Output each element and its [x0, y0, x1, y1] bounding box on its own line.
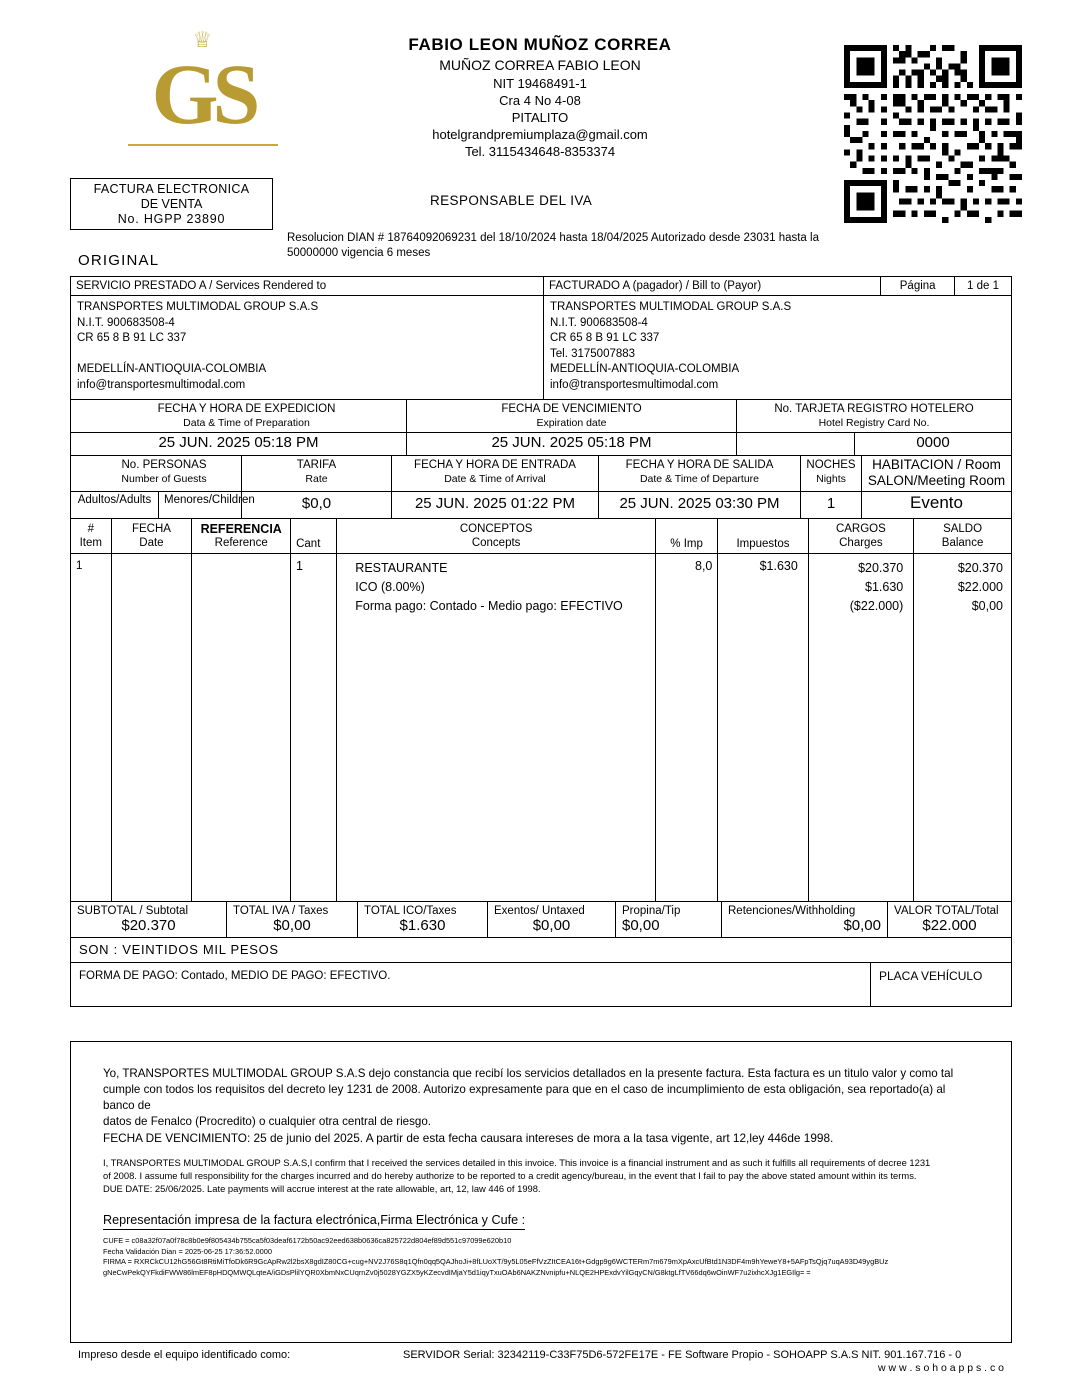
rate-sublabel: Rate	[305, 473, 328, 485]
billed-party-line-5: info@transportesmultimodal.com	[550, 378, 719, 391]
company-name: FABIO LEON MUÑOZ CORREA	[408, 35, 672, 54]
page-value: 1 de 1	[955, 277, 1011, 296]
electronic-representation-title: Representación impresa de la factura electrónica,Firma Electrónica y Cufe :	[103, 1213, 525, 1230]
service-party-line-2: CR 65 8 B 91 LC 337	[77, 332, 187, 344]
page-label: Página	[881, 277, 955, 296]
company-address: Cra 4 No 4-08	[499, 93, 581, 108]
concepts-body	[71, 554, 1011, 902]
row-balance-line-1: $22.000	[957, 580, 1003, 594]
service-party-line-3	[77, 347, 537, 363]
total-ico-cell	[358, 902, 488, 938]
service-party-line-5: info@transportesmultimodal.com	[77, 378, 246, 391]
row-balance-line-0: $20.370	[957, 561, 1003, 575]
legal-en-line-3: DUE DATE: 25/06/2025. Late payments will accrue interest at the rate allowable, art, 12, law 446 of 1998.	[103, 1183, 541, 1194]
row-balance-line-2: $0,00	[971, 599, 1003, 613]
withholding-cell	[722, 902, 888, 938]
nights-sublabel: Nights	[816, 473, 846, 485]
footer-printed-from: Impreso desde el equipo identificado como:	[78, 1349, 291, 1361]
stay-value-row	[71, 492, 1011, 519]
service-party-line-0: TRANSPORTES MULTIMODAL GROUP S.A.S	[77, 301, 319, 313]
nights-value: 1	[801, 492, 862, 519]
room-label: HABITACION / Room	[872, 457, 1001, 472]
company-legal-name: MUÑOZ CORREA FABIO LEON	[439, 57, 641, 73]
hotel-card-sublabel: Hotel Registry Card No.	[818, 417, 930, 429]
hotel-card-value: 0000	[855, 433, 1011, 456]
col-qty-sublabel: Cant	[296, 538, 321, 550]
col-taxes-label: Impuestos	[736, 538, 790, 550]
parties-header-row	[71, 277, 1011, 296]
legal-block	[70, 1041, 1012, 1343]
stay-header-row	[71, 456, 1011, 492]
company-city: PITALITO	[511, 110, 569, 125]
col-qty	[291, 519, 337, 554]
row-item: 1	[71, 554, 112, 902]
withholding-label: Retenciones/Withholding	[728, 905, 856, 917]
col-reference-sublabel: Reference	[214, 537, 268, 549]
subtotal-value: $20.370	[121, 917, 176, 934]
rate-value: $0,0	[242, 492, 392, 519]
dian-resolution-text: Resolucion DIAN # 18764092069231 del 18/10/2024 hasta 18/04/2025 Autorizado desde 23031 hasta la 50000000 vigencia 6 meses	[287, 232, 819, 259]
departure-sublabel: Date & Time of Departure	[639, 473, 760, 485]
service-party-line-4: MEDELLÍN-ANTIOQUIA-COLOMBIA	[77, 363, 267, 375]
guests-header	[87, 456, 242, 492]
logo-divider	[128, 144, 278, 146]
responsable-iva-label: RESPONSABLE DEL IVA	[430, 193, 593, 208]
service-party-block	[71, 296, 544, 400]
concepts-header-row	[71, 519, 1011, 554]
row-charges	[809, 554, 914, 902]
company-email: hotelgrandpremiumplaza@gmail.com	[432, 127, 648, 142]
grand-total-value: $22.000	[922, 917, 977, 934]
amount-in-words: SON : VEINTIDOS MIL PESOS	[71, 938, 1011, 963]
total-iva-cell	[227, 902, 358, 938]
arrival-value: 25 JUN. 2025 01:22 PM	[392, 492, 599, 519]
expiration-date-value: 25 JUN. 2025 05:18 PM	[407, 433, 737, 456]
nights-header	[801, 456, 862, 492]
room-value: Evento	[862, 492, 1011, 519]
service-rendered-header: SERVICIO PRESTADO A / Services Rendered to	[71, 277, 544, 296]
row-charge-line-0: $20.370	[858, 561, 904, 575]
col-date	[112, 519, 193, 554]
col-item	[71, 519, 112, 554]
hotel-card-spacer	[737, 433, 855, 456]
invoice-number: No. HGPP 23890	[117, 212, 226, 226]
signature-line-2: gNeCwPekQYFkdiFWW86lmEF8pHDQMWQLqteA/iGDsPlilYQR0XbmNxCUqrnZv0j5028YGZX5yKZecvdIMjaY5d1iqyTxuOAb6NAKZNvnipfu+NLQE2HPExdvYilGqyCN/G8ktgLfTV66dq6wOinWF7u2ixhcXJg1EGIlg= =	[103, 1267, 811, 1277]
col-date-sublabel: Date	[139, 537, 164, 549]
parties-body-row	[71, 296, 1011, 400]
row-qty: 1	[291, 554, 337, 902]
children-label: Menores/Children	[159, 492, 242, 519]
dates-left-spacer	[71, 400, 87, 433]
cufe-value: CUFE = c08a32f07a0f78c8b0e9f805434b755ca5f03deaf6172b50ac92eed638b0636ca825722d804ef89d551c97099e620b10	[103, 1236, 512, 1245]
billed-party-line-1: N.I.T. 900683508-4	[550, 316, 648, 329]
expedition-date-header	[87, 400, 407, 433]
rate-header	[242, 456, 392, 492]
invoice-type-box	[70, 178, 273, 230]
untaxed-label: Exentos/ Untaxed	[494, 905, 585, 917]
original-label: ORIGINAL	[78, 252, 160, 269]
row-charge-line-1: $1.630	[865, 580, 904, 594]
expiration-date-sublabel: Expiration date	[536, 417, 607, 429]
row-tax-pct: 8,0	[656, 554, 719, 902]
totals-row	[71, 902, 1011, 938]
logo-monogram: GS	[151, 46, 255, 142]
expedition-date-sublabel: Data & Time of Preparation	[183, 417, 310, 429]
legal-es-line-3: datos de Fenalco (Procredito) o cualquier otra central de riesgo.	[103, 1115, 432, 1128]
legal-en-line-2: of 2008. I assume full responsibility for the charges incurred and do hereby authorize to be reported to a credit agency/bureau, in the event that I fail to pay the above stated amount within its terms.	[103, 1170, 917, 1181]
legal-en-line-1: I, TRANSPORTES MULTIMODAL GROUP S.A.S,I confirm that I received the services detailed in this invoice. This invoice is a financial instrument and as such it fulfills all requirements of decree 1231	[103, 1157, 931, 1168]
invoice-type-line1: FACTURA ELECTRONICA	[93, 182, 250, 196]
tip-value: $0,00	[622, 917, 660, 934]
guests-sublabel: Number of Guests	[121, 473, 207, 485]
footer-server-info: SERVIDOR Serial: 32342119-C33F75D6-572FE17E - FE Software Propio - SOHOAPP S.A.S NIT. 901.167.716 - 0	[403, 1349, 962, 1361]
row-reference	[192, 554, 291, 902]
col-concepts-label: CONCEPTOS	[459, 523, 533, 535]
col-tax-pct	[656, 519, 719, 554]
legal-due-date: FECHA DE VENCIMIENTO: 25 de junio del 2025. A partir de esta fecha causara intereses de mora a la tasa vigente, art 12,ley 446de 1998.	[103, 1131, 834, 1145]
billed-party-line-4: MEDELLÍN-ANTIOQUIA-COLOMBIA	[550, 363, 740, 375]
room-header	[862, 456, 1011, 492]
service-party-line-1: N.I.T. 900683508-4	[77, 316, 175, 329]
footer-website: w w w . s o h o a p p s . c o	[877, 1362, 1004, 1374]
col-reference-label: REFERENCIA	[200, 522, 282, 536]
document-header	[0, 0, 1080, 175]
payment-method-text: FORMA DE PAGO: Contado, MEDIO DE PAGO: EFECTIVO.	[71, 963, 871, 1007]
company-phone: Tel. 3115434648-8353374	[464, 144, 616, 159]
grand-total-cell	[888, 902, 1011, 938]
company-nit: NIT 19468491-1	[493, 76, 587, 91]
col-balance-sublabel: Balance	[941, 537, 984, 549]
adults-label: Adultos/Adults	[71, 492, 159, 519]
guests-label: No. PERSONAS	[121, 459, 207, 471]
billed-party-line-2: CR 65 8 B 91 LC 337	[550, 332, 660, 344]
expedition-date-value: 25 JUN. 2025 05:18 PM	[71, 433, 407, 456]
billed-to-header: FACTURADO A (pagador) / Bill to (Payor)	[544, 277, 881, 296]
qr-code-icon	[844, 45, 1022, 223]
col-balance	[914, 519, 1011, 554]
col-taxes	[718, 519, 808, 554]
departure-value: 25 JUN. 2025 03:30 PM	[599, 492, 801, 519]
col-item-sublabel: Item	[79, 537, 102, 549]
withholding-value: $0,00	[843, 917, 881, 934]
company-logo	[108, 27, 298, 167]
total-iva-value: $0,00	[273, 917, 311, 934]
total-ico-value: $1.630	[399, 917, 446, 934]
total-iva-label: TOTAL IVA / Taxes	[233, 905, 329, 917]
hotel-card-label: No. TARJETA REGISTRO HOTELERO	[774, 403, 974, 415]
row-charge-line-2: ($22.000)	[849, 599, 904, 613]
arrival-sublabel: Date & Time of Arrival	[444, 473, 546, 485]
subtotal-label: SUBTOTAL / Subtotal	[77, 905, 189, 917]
legal-es-line-1: Yo, TRANSPORTES MULTIMODAL GROUP S.A.S dejo constancia que recibí los servicios detallados en la presente factura. Esta factura es un titulo valor y como tal	[103, 1067, 954, 1080]
expiration-date-label: FECHA DE VENCIMIENTO	[501, 403, 642, 415]
tip-label: Propina/Tip	[622, 905, 681, 917]
untaxed-cell	[488, 902, 616, 938]
total-ico-label: TOTAL ICO/Taxes	[364, 905, 457, 917]
row-balance	[914, 554, 1011, 902]
dates-header-row	[71, 400, 1011, 433]
crown-icon: ♕	[192, 27, 214, 52]
stay-left-spacer	[71, 456, 87, 492]
rate-label: TARIFA	[296, 459, 337, 471]
col-item-label: #	[87, 523, 94, 535]
row-concept-line-2: Forma pago: Contado - Medio pago: EFECTIVO	[355, 599, 623, 613]
dian-validation-date: Fecha Validación Dian = 2025-06-25 17:36:52.0000	[103, 1246, 272, 1256]
billed-party-block	[544, 296, 1011, 400]
dates-value-row	[71, 433, 1011, 456]
col-reference	[192, 519, 291, 554]
col-date-label: FECHA	[131, 523, 171, 535]
invoice-grid	[70, 276, 1012, 1007]
nights-label: NOCHES	[806, 459, 856, 471]
row-concept-line-1: ICO (8.00%)	[355, 580, 425, 594]
arrival-header	[392, 456, 599, 492]
untaxed-value: $0,00	[532, 917, 571, 934]
hotel-card-header	[737, 400, 1011, 433]
invoice-type-line2: DE VENTA	[140, 197, 203, 211]
col-charges-sublabel: Charges	[839, 537, 883, 549]
arrival-label: FECHA Y HORA DE ENTRADA	[414, 459, 576, 471]
departure-header	[599, 456, 801, 492]
payment-row	[71, 963, 1011, 1007]
billed-party-line-3: Tel. 3175007883	[550, 347, 636, 360]
departure-label: FECHA Y HORA DE SALIDA	[625, 459, 774, 471]
col-concepts	[337, 519, 655, 554]
col-concepts-sublabel: Concepts	[471, 537, 521, 549]
row-date	[112, 554, 193, 902]
expiration-date-header	[407, 400, 737, 433]
grand-total-label: VALOR TOTAL/Total	[894, 905, 999, 917]
col-tax-pct-label: % Imp	[670, 538, 703, 550]
row-taxes: $1.630	[718, 554, 808, 902]
row-concepts	[337, 554, 656, 902]
subtotal-cell	[71, 902, 227, 938]
tip-cell	[616, 902, 722, 938]
expedition-date-label: FECHA Y HORA DE EXPEDICION	[157, 403, 336, 415]
col-charges-label: CARGOS	[835, 523, 886, 535]
col-charges	[809, 519, 915, 554]
col-balance-label: SALDO	[943, 523, 983, 535]
legal-es-line-2: cumple con todos los requisitos del decreto ley 1231 de 2008. Autorizo expresamente para que en el caso de incumplimiento de esta obligación, sea reportado(a) al banco de	[103, 1083, 946, 1112]
row-concept-line-0: RESTAURANTE	[355, 561, 448, 575]
billed-party-line-0: TRANSPORTES MULTIMODAL GROUP S.A.S	[550, 301, 792, 313]
meeting-room-label: SALON/Meeting Room	[867, 473, 1006, 488]
vehicle-plate-label: PLACA VEHÍCULO	[871, 963, 1011, 1007]
company-info	[300, 34, 780, 160]
signature-line-1: FIRMA = RXRCkCU12hG56Gt8RtiMiTfoDk6R9GcApRw2l2bsX8gdIZ80CG+cug+NV2J76S8q1Qfn0qq5QAJhoJi+8fLUoXT/9y5L05eFfVzZItCEA16t+Gdgp9g6WCTERm7m679mXpAxcUfBtd1N3DF4m9hYeweY8+5AFpTsQjq7uqA93D49ygBUz	[103, 1257, 889, 1266]
